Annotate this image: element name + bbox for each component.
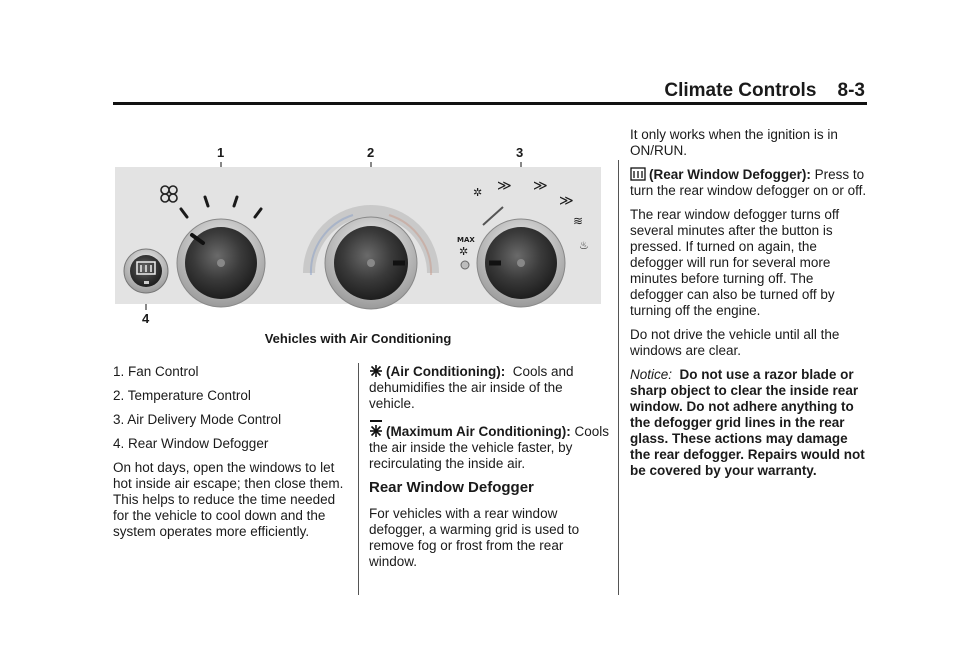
bilevel-mode-icon: ≫	[533, 178, 548, 194]
middle-column	[369, 364, 609, 578]
header-rule	[113, 102, 867, 105]
callout-3: 3	[516, 145, 524, 160]
ac-icon	[369, 364, 383, 378]
defrost-icon: ♨	[579, 239, 589, 252]
list-item: 1. Fan Control	[113, 364, 199, 379]
defogger-term: (Rear Window Defogger):	[649, 167, 811, 182]
climate-control-figure	[113, 145, 603, 330]
rear-defogger-button	[124, 249, 168, 293]
section-title: Climate Controls	[664, 80, 817, 101]
floor-mode-icon: ≫	[559, 193, 574, 209]
max-ac-icon	[369, 420, 383, 438]
defogger-button-description	[630, 167, 870, 199]
callout-2: 2	[367, 145, 375, 160]
ac-snowflake-icon: ✲	[473, 186, 483, 199]
rear-defog-icon	[630, 167, 646, 181]
max-ac-snowflake-icon: ✲	[459, 245, 469, 258]
defogger-timing-paragraph: The rear window defogger turns off several minutes after the button is pressed. If turned on again, the defogger will run for several more minutes before turning off. The defogger can also be turned off by turning off the engine.	[630, 207, 840, 318]
defogger-intro: For vehicles with a rear window defogger, a warming grid is used to remove fog or frost from the rear window.	[369, 506, 580, 569]
column-divider	[358, 363, 359, 595]
right-column	[630, 127, 870, 487]
callout-4: 4	[142, 311, 150, 326]
notice-label: Notice:	[630, 367, 673, 382]
vent-mode-icon: ≫	[497, 178, 512, 194]
list-item: 4. Rear Window Defogger	[113, 436, 269, 451]
defogger-text: Press to turn the rear window defogger on or off.	[630, 167, 867, 198]
climate-panel-illustration	[113, 145, 603, 310]
floor-defrost-icon: ≋	[573, 214, 584, 228]
list-item: 3. Air Delivery Mode Control	[113, 412, 282, 427]
notice-text: Do not use a razor blade or sharp object to clear the inside rear window. Do not adhere anything to the defogger grid lines in the rear glass. These actions may damage the rear defogger. Repairs would not be covered by your warranty.	[630, 367, 865, 478]
ac-text: Cools and dehumidifies the air inside of the vehicle.	[369, 364, 574, 411]
ac-term: (Air Conditioning):	[386, 364, 506, 379]
ac-description	[369, 364, 609, 412]
air-delivery-mode-knob	[477, 219, 565, 307]
page-header	[664, 80, 865, 102]
callout-1: 1	[217, 145, 225, 160]
page-number: 8-3	[837, 80, 865, 101]
max-ac-text: Cools the air inside the vehicle faster, by recirculating the inside air.	[369, 424, 610, 471]
hot-days-paragraph: On hot days, open the windows to let hot inside air escape; then close them. This helps to reduce the time needed for the vehicle to cool down and the system operates more efficiently.	[113, 460, 344, 539]
notice-paragraph	[630, 367, 870, 479]
figure-caption: Vehicles with Air Conditioning	[264, 331, 452, 346]
ignition-note: It only works when the ignition is in ON/RUN.	[630, 127, 838, 158]
section-heading: Rear Window Defogger	[369, 479, 534, 496]
left-column	[113, 364, 348, 548]
fan-control-knob	[177, 219, 265, 307]
max-ac-term: (Maximum Air Conditioning):	[386, 424, 571, 439]
list-item: 2. Temperature Control	[113, 388, 251, 403]
max-label: MAX	[457, 236, 475, 244]
clear-windows-paragraph: Do not drive the vehicle until all the windows are clear.	[630, 327, 840, 358]
column-divider	[618, 160, 619, 595]
max-ac-description	[369, 420, 609, 472]
